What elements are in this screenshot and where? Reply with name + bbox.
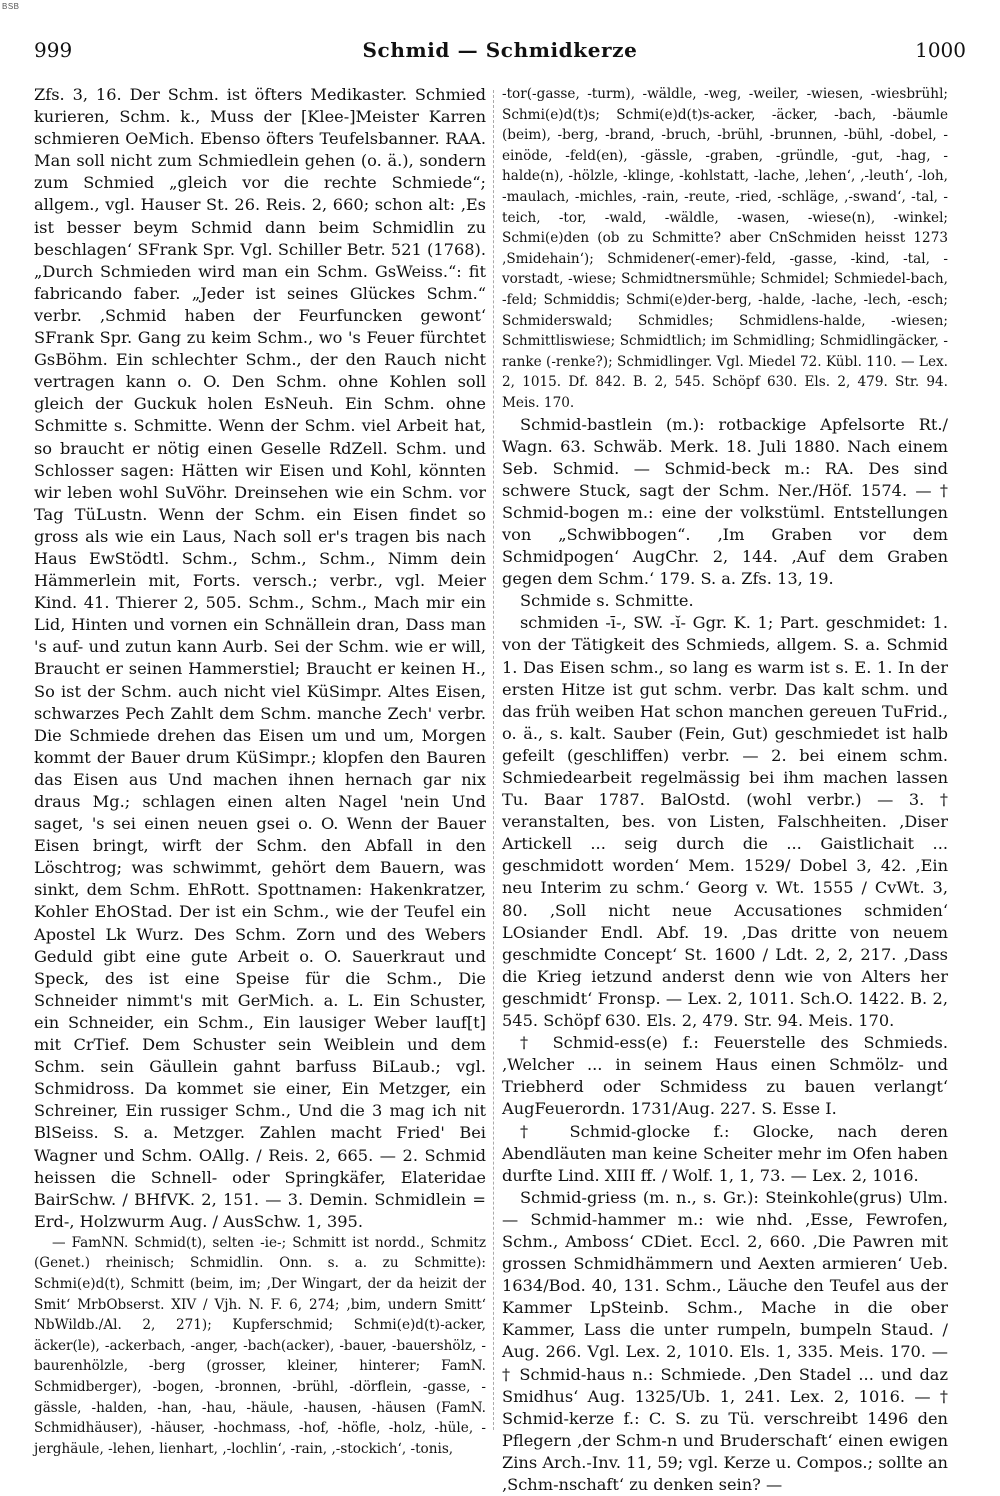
entry-text: Zfs. 3, 16. Der Schm. ist öfters Medikaster. Schmied kurieren, Schm. k., Muss der [Klee-]Meister Karren schmieren OeMich. Ebenso öfters Teufelsbanner. RAA. Man soll nicht zum Schmiedlein gehen (o. ä.), sondern zum Schmied „gleich vor die rechte Schmiede“; allgem., vgl. Hauser St. 26. Reis. 2, 660; schon alt: ‚Es ist besser beym Schmid dann beim Schmidlin zu beschlagen‘ SFrank Spr. Vgl. Schiller Betr. 521 (1768). „Durch Schmieden wird man ein Schm. GsWeiss.“: fit fabricando faber. „Jeder ist seines Glückes Schm.“ verbr. ‚Schmid haben der Feurfuncken gewont‘ SFrank Spr. Gang zu keim Schm., wo 's Feuer fürchtet GsBöhm. Ein schlechter Schm., der den Rauch nicht vertragen kann o. O. Den Schm. ohne Kohlen soll gleich der Guckuk holen EsNeuh. Ein Schm. ohne Schmitte s. Schmitte. Wenn der Schm. viel Arbeit hat, so braucht er nötig einen Geselle RdZell. Schm. und Schlosser sagen: Hätten wir Eisen und Kohl, könnten wir leben wohl SuVöhr. Dreinsehen wie ein Schm. vor Tag TüLustn. Wenn der Schm. ein Eisen findet so gross als wie ein Laus, Nach soll er's tragen bis nach Haus EwStödtl. Schm., Schm., Schm., Nimm dein Hämmerlein mit, Forts. versch.; verbr., vgl. Meier Kind. 41. Thierer 2, 505. Schm., Schm., Mach mir ein Lid, Hinten und vornen ein Schnällein dran, Dass man 's auf- und zutun kann Aurb. Sei der Schm. wie er will, Braucht er seinen Hammerstiel; Braucht er keinen H., So ist der Schm. auch nicht viel KüSimpr. Altes Eisen, schwarzes Pech Zahlt dem Schm. manche Zech' verbr. Die Schmiede drehen das Eisen um und um, Morgen kommt der Bauer drum KüSimpr.; klopfen den Bauren das Eisen aus Und machen ihnen hernach gar nix draus Mg.; schlagen einen alten Nagel 'nein Und saget, 's sei einen neuen gsei o. O. Wenn der Bauer Eisen bringt, wirft der Schm. den Abfall in den Löschtrog; was schwimmt, gehört dem Bauern, was sinkt, dem Schm. EhRott. Spottnamen: Hakenkratzer, Kohler EhOStad. Der ist ein Schm., wie der Teufel ein Apostel Lk Wurz. Des Schm. Zorn und des Webers Geduld gibt eine gute Arbeit o. O. Sauerkraut und Speck, des ist eine Speise für die Schm., Die Schneider nimmt's mit GerMich. a. L. Ein Schuster, ein Schneider, ein Schm., Ein lausiger Weber lauf[t] mit CrTief. Dem Schuster sein Weiblein und dem Schm. sein Gäullein gahnt barfuss BiLaub.; vgl. Schmidross. Da kommet sie einer, Ein Metzger, ein Schreiner, Ein russiger Schm., Und die 3 mag ich nit BlSeiss. S. a. Metzger. Zahlen macht Fried' Bei Wagner und Schm. OAllg. / Reis. 2, 665. — 2. Schmid heissen die Schnell- oder Springkäfer, Elateridae BairSchw. / BHfVK. 2, 151. — 3. Demin. Schmidlein = Erd-, Holzwurm Aug. / AusSchw. 1, 395. bbox=[34, 85, 486, 1231]
page-number-right: 1000 bbox=[915, 38, 966, 62]
column-divider bbox=[493, 90, 494, 1430]
entry-text: † Schmid-ess(e) f.: Feuerstelle des Schmieds. ‚Welcher ... in seinem Haus einen Schmölz- und Triebherd oder Schmidess zu bauen verlangt‘ AugFeuerordn. 1731/Aug. 227. S. Esse I. bbox=[502, 1033, 948, 1119]
entry-text-small: — FamNN. Schmid(t), selten -ie-; Schmitt ist nordd., Schmitz (Genet.) rheinisch; Schmidlin. Onn. s. a. zu Schmitte): Schmi(e)d(t), Schmitt (beim, im; ‚Der Wingart, der da heizit der Smit‘ MrbObserst. XIV / Vjh. N. F. 6, 274; ‚bim, undern Smitt‘ NbWildb./Al. 2, 271); Kupferschmid; Schmi(e)d(t)-acker, äcker(le), -ackerbach, -anger, -bach(acker), -bauer, -bauershölz, -baurenhölzle, -berg (grosser, kleiner, hinterer; FamN. Schmidberger), -bogen, -bronnen, -brühl, -dörflein, -gasse, -gässle, -halden, -han, -hau, -häule, -hausen, -häusen (FamN. Schmidhäuser), -häuser, -hochmass, -hof, -höfle, -holz, -hüle, -jerghäule, -lehen, lienhart, ‚-lochlin‘, -rain, ‚-stockich‘, -tonis, bbox=[34, 1234, 486, 1457]
entry-text: † Schmid-glocke f.: Glocke, nach deren Abendläuten man keine Scheiter mehr im Ofen haben durfte Lind. XIII ff. / Wolf. 1, 1, 73. — Lex. 2, 1016. bbox=[502, 1121, 948, 1185]
page-number-left: 999 bbox=[34, 38, 73, 62]
page-header bbox=[28, 34, 972, 64]
entry-text: Schmid-bastlein (m.): rotbackige Apfelsorte Rt./ Wagn. 63. Schwäb. Merk. 18. Juli 1880. Nach einem Seb. Schmid. — Schmid-beck m.: RA. Des sind schwere Stuck, sagt der Schm. Ner./Höf. 1574. — † Schmid-bogen m.: eine der volkstüml. Entstellungen von „Schwibbogen“. ‚Im Graben vor dem Schmidpogen‘ AugChr. 2, 144. ‚Auf dem Graben gegen dem Schm.‘ 179. S. a. Zfs. 13, 19. bbox=[502, 414, 948, 589]
running-title: Schmid — Schmidkerze bbox=[362, 38, 638, 62]
left-column bbox=[34, 84, 486, 1457]
right-column bbox=[502, 84, 948, 1494]
entry-text: Schmid-griess (m. n., s. Gr.): Steinkohle(grus) Ulm. — Schmid-hammer m.: wie nhd. ‚Esse, Fewrofen, Schm., Amboss‘ CDiet. Eccl. 2, 660. ‚Die Pawren mit grossen Schmidhämmern und Aexten armieren‘ Ueb. 1634/Bod. 40, 131. Schm., Läuche den Teufel aus der Kammer LpSteinb. Schm., Mache in die ober Kammer, Lass die unter rumpeln, bumpeln Staud. / Aug. 266. Vgl. Lex. 2, 1010. Els. 1, 335. Meis. 170. — † Schmid-haus n.: Schmiede. ‚Den Stadel ... und daz Smidhus‘ Aug. 1325/Ub. 1, 241. Lex. 2, 1016. — † Schmid-kerze f.: C. S. zu Tü. verschreibt 1496 den Pflegern ‚der Schm-n und Bruderschaft‘ einen ewigen Zins Arch.-Inv. 11, 59; vgl. Kerze u. Compos.; sollte an ‚Schm-nschaft‘ zu denken sein? — bbox=[502, 1187, 948, 1494]
entry-text-small: -tor(-gasse, -turm), -wäldle, -weg, -weiler, -wiesen, -wiesbrühl; Schmi(e)d(t)s; Schmi(e)d(t)s-acker, -äcker, -bach, -bäumle (beim), -berg, -brand, -bruch, -brühl, -brunnen, -bühl, -dobel, -einöde, -feld(en), -gässle, -graben, -gründle, -gut, -hag, -halde(n), -hölzle, -klinge, -kohlstatt, -lache, ‚lehen‘, ‚-leuth‘, -loh, -maulach, -michles, -rain, -reute, -ried, -schläge, ‚-swand‘, -tal, -teich, -tor, -wald, -wäldle, -wasen, -wiese(n), -winkel; Schmi(e)den (ob zu Schmitte? aber CnSchmiden heisst 1273 ‚Smidehain‘); Schmidener(-emer)-feld, -gasse, -kind, -tal, -vorstadt, -wiese; Schmidtnersmühle; Schmidel; Schmiedel-bach, -feld; Schmiddis; Schmi(e)der-berg, -halde, -lache, -lech, -esch; Schmiderswald; Schmidles; Schmidlens-halde, -wiesen; Schmittliswiese; Schmidtlich; im Schmidling; Schmidlingäcker, -ranke (-renke?); Schmidlinger. Vgl. Miedel 72. Kübl. 110. — Lex. 2, 1015. Df. 842. B. 2, 545. Schöpf 630. Els. 2, 479. Str. 94. Meis. 170. bbox=[502, 86, 948, 411]
entry-text: Schmide s. Schmitte. bbox=[520, 591, 694, 611]
library-stamp: BSB bbox=[2, 2, 20, 11]
entry-text: schmiden -ī-, SW. -ĭ- Ggr. K. 1; Part. geschmidet: 1. von der Tätigkeit des Schmieds, allgem. S. a. Schmid 1. Das Eisen schm., so lang es warm ist s. E. 1. In der ersten Hitze ist gut schm. verbr. Das kalt schm. und das früh weiben Hat schon manchen gereuen TuFrid., o. ä., s. kalt. Sauber (Fein, Gut) geschmiedet ist halb gefeilt (geschliffen) verbr. — 2. bei einem schm. Schmiedearbeit regelmässig bei ihm machen lassen Tu. Baar 1787. BalOstd. (wohl verbr.) — 3. † veranstalten, bes. von Listen, Falschheiten. ‚Diser Artickell ... seig durch die ... Gaistlichait ... geschmidott worden‘ Mem. 1529/ Dobel 3, 42. ‚Ein neu Interim zu schm.‘ Georg v. Wt. 1555 / CvWt. 3, 80. ‚Soll nicht neue Accusationes schmiden‘ LOsiander Endl. Abf. 19. ‚Das dritte von neuem geschmidte Concept‘ St. 1600 / Ldt. 2, 2, 217. ‚Dass die Krieg ietzund anderst denn wie von Alters her geschmidt‘ Fronsp. — Lex. 2, 1011. Sch.O. 1422. B. 2, 545. Schöpf 630. Els. 2, 479. Str. 94. Meis. 170. bbox=[502, 613, 948, 1031]
